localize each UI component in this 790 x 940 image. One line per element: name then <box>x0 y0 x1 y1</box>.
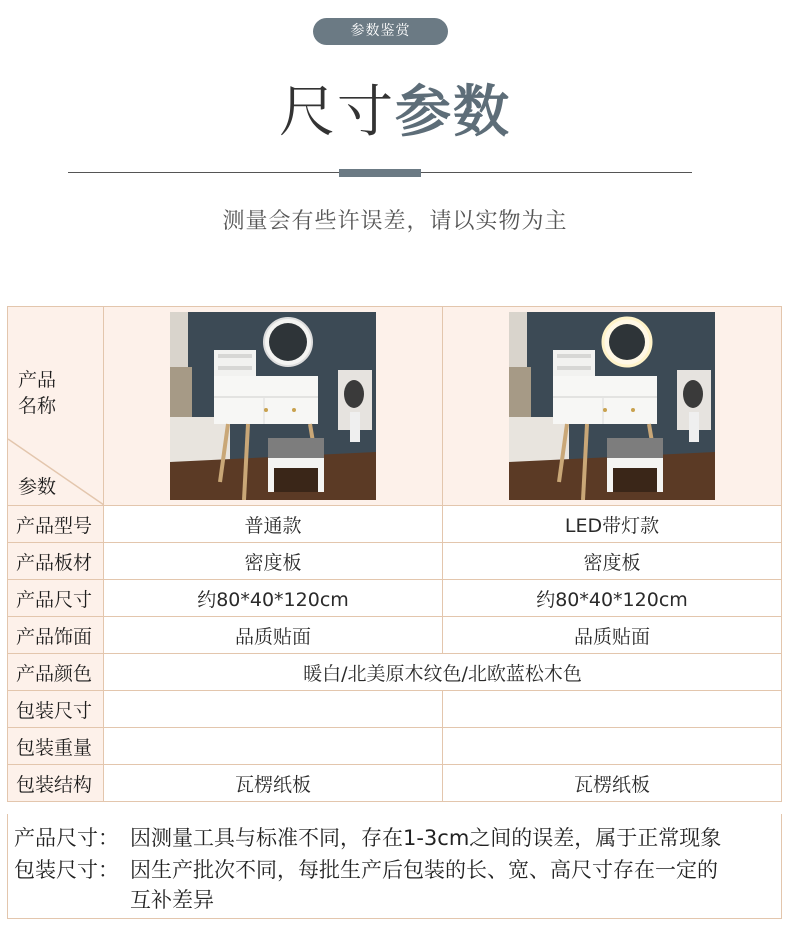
table-row <box>8 691 782 728</box>
title-part2: 参数 <box>395 80 511 145</box>
row-value-a: 普通款 <box>104 506 443 543</box>
title-part1: 尺寸 <box>279 80 395 145</box>
table-header-row <box>8 307 782 506</box>
corner-top-line2: 名称 <box>18 395 57 417</box>
section-pill: 参数鉴赏 <box>313 18 448 45</box>
row-value-a: 瓦楞纸板 <box>104 765 443 802</box>
corner-bottom-label: 参数 <box>18 476 57 498</box>
row-value-a: 约80*40*120cm <box>104 580 443 617</box>
table-row <box>8 654 782 691</box>
table-row <box>8 543 782 580</box>
page-title <box>0 78 790 148</box>
note-line <box>14 822 721 854</box>
row-value-b <box>443 728 782 765</box>
row-label: 包装尺寸 <box>8 691 104 728</box>
product-photo-cell-b <box>443 307 782 506</box>
row-label: 产品型号 <box>8 506 104 543</box>
row-label: 产品尺寸 <box>8 580 104 617</box>
row-label: 产品颜色 <box>8 654 104 691</box>
page-subtitle: 测量会有些许误差，请以实物为主 <box>222 209 568 234</box>
table-row <box>8 580 782 617</box>
corner-top-line1: 产品 <box>18 369 57 391</box>
table-row <box>8 728 782 765</box>
note-text: 因生产批次不同，每批生产后包装的长、宽、高尺寸存在一定的 <box>130 858 718 882</box>
row-value-b: 密度板 <box>443 543 782 580</box>
note-key: 产品尺寸： <box>14 826 119 850</box>
note-text: 互补差异 <box>130 888 214 912</box>
note-line <box>14 884 214 916</box>
row-value-b <box>443 691 782 728</box>
row-label: 包装结构 <box>8 765 104 802</box>
divider-accent <box>339 169 421 177</box>
row-value-b: 品质贴面 <box>443 617 782 654</box>
row-value-a <box>104 691 443 728</box>
product-photo-cell-a <box>104 307 443 506</box>
row-value-a: 密度板 <box>104 543 443 580</box>
row-label: 产品饰面 <box>8 617 104 654</box>
row-label: 包装重量 <box>8 728 104 765</box>
table-row <box>8 617 782 654</box>
row-value-a: 品质贴面 <box>104 617 443 654</box>
notes-box <box>7 814 782 919</box>
corner-cell <box>8 307 104 506</box>
note-text: 因测量工具与标准不同，存在1-3cm之间的误差，属于正常现象 <box>130 826 722 850</box>
row-value-b: 瓦楞纸板 <box>443 765 782 802</box>
note-line <box>14 854 718 886</box>
spec-table <box>7 306 782 802</box>
row-value-b: 约80*40*120cm <box>443 580 782 617</box>
vanity-table-photo <box>170 312 376 500</box>
vanity-table-photo <box>509 312 715 500</box>
row-value-b: LED带灯款 <box>443 506 782 543</box>
corner-top-label <box>18 367 56 419</box>
note-key: 包装尺寸： <box>14 858 119 882</box>
table-row <box>8 506 782 543</box>
row-value-a <box>104 728 443 765</box>
table-row <box>8 765 782 802</box>
row-value-merged: 暖白/北美原木纹色/北欧蓝松木色 <box>104 654 782 691</box>
row-label: 产品板材 <box>8 543 104 580</box>
